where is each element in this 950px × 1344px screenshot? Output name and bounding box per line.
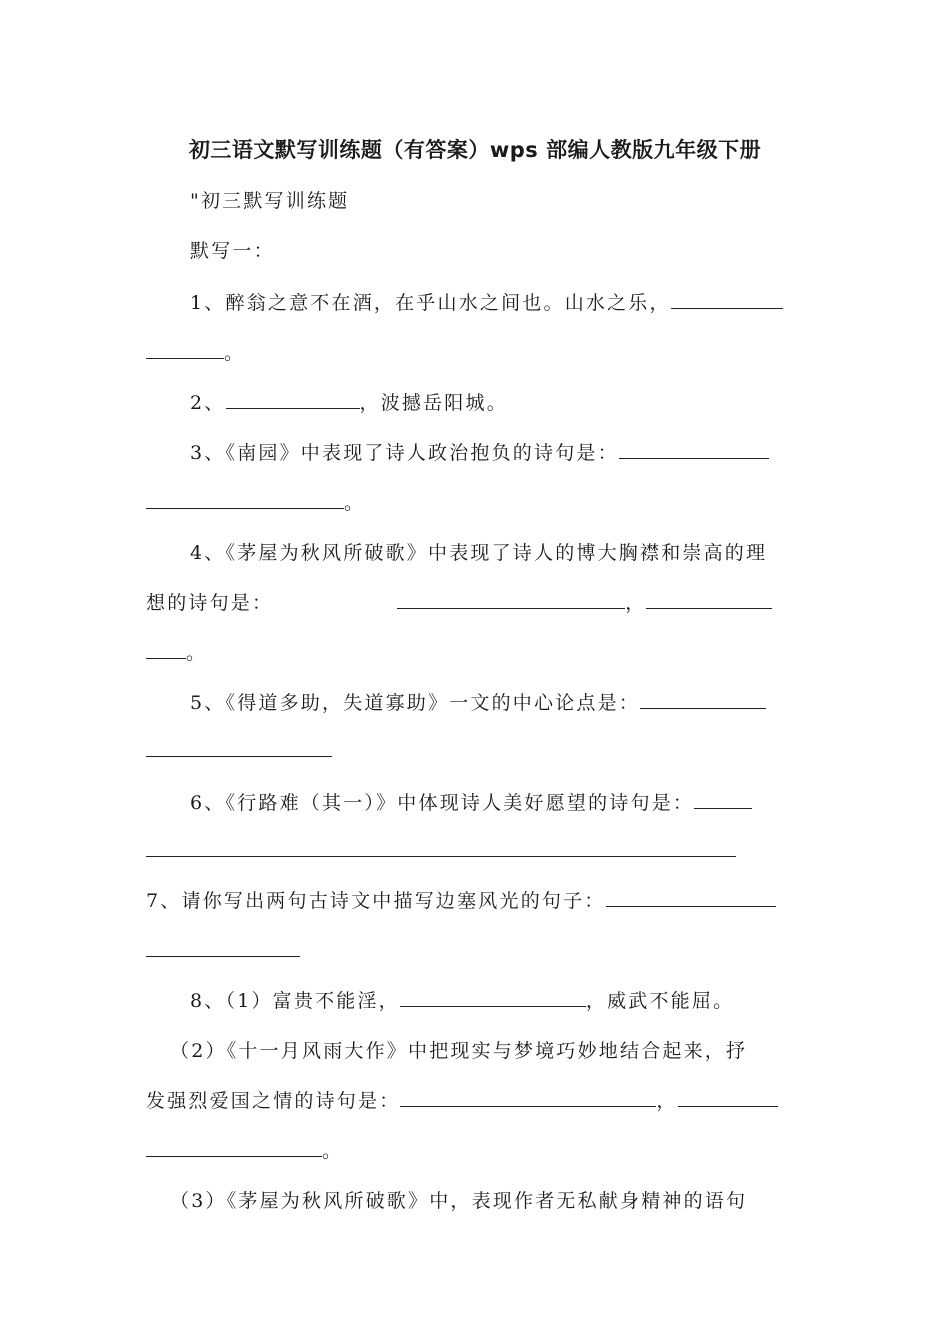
question-3-text: 3、《南园》中表现了诗人政治抱负的诗句是： — [190, 442, 619, 464]
question-1-line-1 — [190, 288, 783, 318]
question-5-text: 5、《得道多助，失道寡助》一文的中心论点是： — [190, 692, 640, 714]
question-1-text: 1、醉翁之意不在酒，在乎山水之间也。山水之乐， — [190, 292, 671, 314]
question-8-part-2-text: （2）《十一月风雨大作》中把现实与梦境巧妙地结合起来，抒 — [170, 1040, 748, 1062]
answer-blank — [646, 588, 772, 609]
answer-blank — [400, 986, 586, 1007]
question-6-line-1 — [190, 788, 752, 818]
answer-blank — [400, 1086, 656, 1107]
question-6-line-2 — [146, 836, 736, 866]
answer-blank — [146, 936, 300, 957]
question-4-end: 。 — [186, 642, 208, 664]
answer-blank — [606, 886, 776, 907]
question-6-text: 6、《行路难（其一）》中体现诗人美好愿望的诗句是： — [190, 792, 695, 814]
answer-blank — [678, 1086, 778, 1107]
question-4-comma: ， — [625, 592, 647, 614]
answer-blank — [671, 288, 783, 309]
question-8-part-2-line-1 — [170, 1036, 747, 1066]
question-8-part-1-prefix: 8、（1）富贵不能淫， — [190, 990, 400, 1012]
document-title: 初三语文默写训练题（有答案）wps 部编人教版九年级下册 — [188, 138, 762, 162]
question-1-end: 。 — [224, 342, 246, 364]
answer-blank — [640, 688, 766, 709]
section-heading: 默写一： — [190, 240, 275, 262]
question-2-prefix: 2、 — [190, 392, 226, 414]
question-8-part-2-comma: ， — [656, 1090, 678, 1112]
question-3-end: 。 — [344, 492, 366, 514]
question-4-line-3 — [146, 638, 207, 668]
question-8-part-2-end: 。 — [322, 1140, 344, 1162]
answer-blank — [146, 836, 736, 857]
question-8-part-3-text: （3）《茅屋为秋风所破歌》中，表现作者无私献身精神的语句 — [170, 1190, 748, 1212]
question-8-part-3-line-1 — [170, 1186, 747, 1216]
answer-blank — [146, 638, 186, 659]
answer-blank — [146, 736, 332, 757]
question-2 — [190, 388, 508, 418]
question-8-part-2-line-2 — [146, 1086, 778, 1116]
question-4-text2: 想的诗句是： — [146, 592, 274, 614]
answer-blank — [146, 488, 344, 509]
question-8-part-1-suffix: ，威武不能屈。 — [585, 990, 735, 1012]
question-2-text: ，波撼岳阳城。 — [359, 392, 508, 414]
answer-blank — [146, 338, 224, 359]
question-7-line-2 — [146, 936, 300, 966]
question-5-line-2 — [146, 736, 332, 766]
question-5-line-1 — [190, 688, 766, 718]
answer-blank — [694, 788, 752, 809]
answer-blank — [226, 388, 360, 409]
question-3-line-2 — [146, 488, 365, 518]
question-1-line-2 — [146, 338, 245, 368]
answer-blank — [619, 438, 769, 459]
question-7-text: 7、请你写出两句古诗文中描写边塞风光的句子： — [146, 890, 606, 912]
question-4-line-1 — [190, 538, 767, 568]
question-8-part-2-text2: 发强烈爱国之情的诗句是： — [146, 1090, 401, 1112]
question-3-line-1 — [190, 438, 769, 468]
answer-blank — [397, 588, 625, 609]
question-4-text: 4、《茅屋为秋风所破歌》中表现了诗人的博大胸襟和崇高的理 — [190, 542, 768, 564]
question-8-part-2-line-3 — [146, 1136, 343, 1166]
subtitle: "初三默写训练题 — [190, 190, 350, 212]
question-8-part-1 — [190, 986, 734, 1016]
question-4-line-2 — [146, 588, 772, 618]
answer-blank — [146, 1136, 322, 1157]
question-7-line-1 — [146, 886, 776, 916]
